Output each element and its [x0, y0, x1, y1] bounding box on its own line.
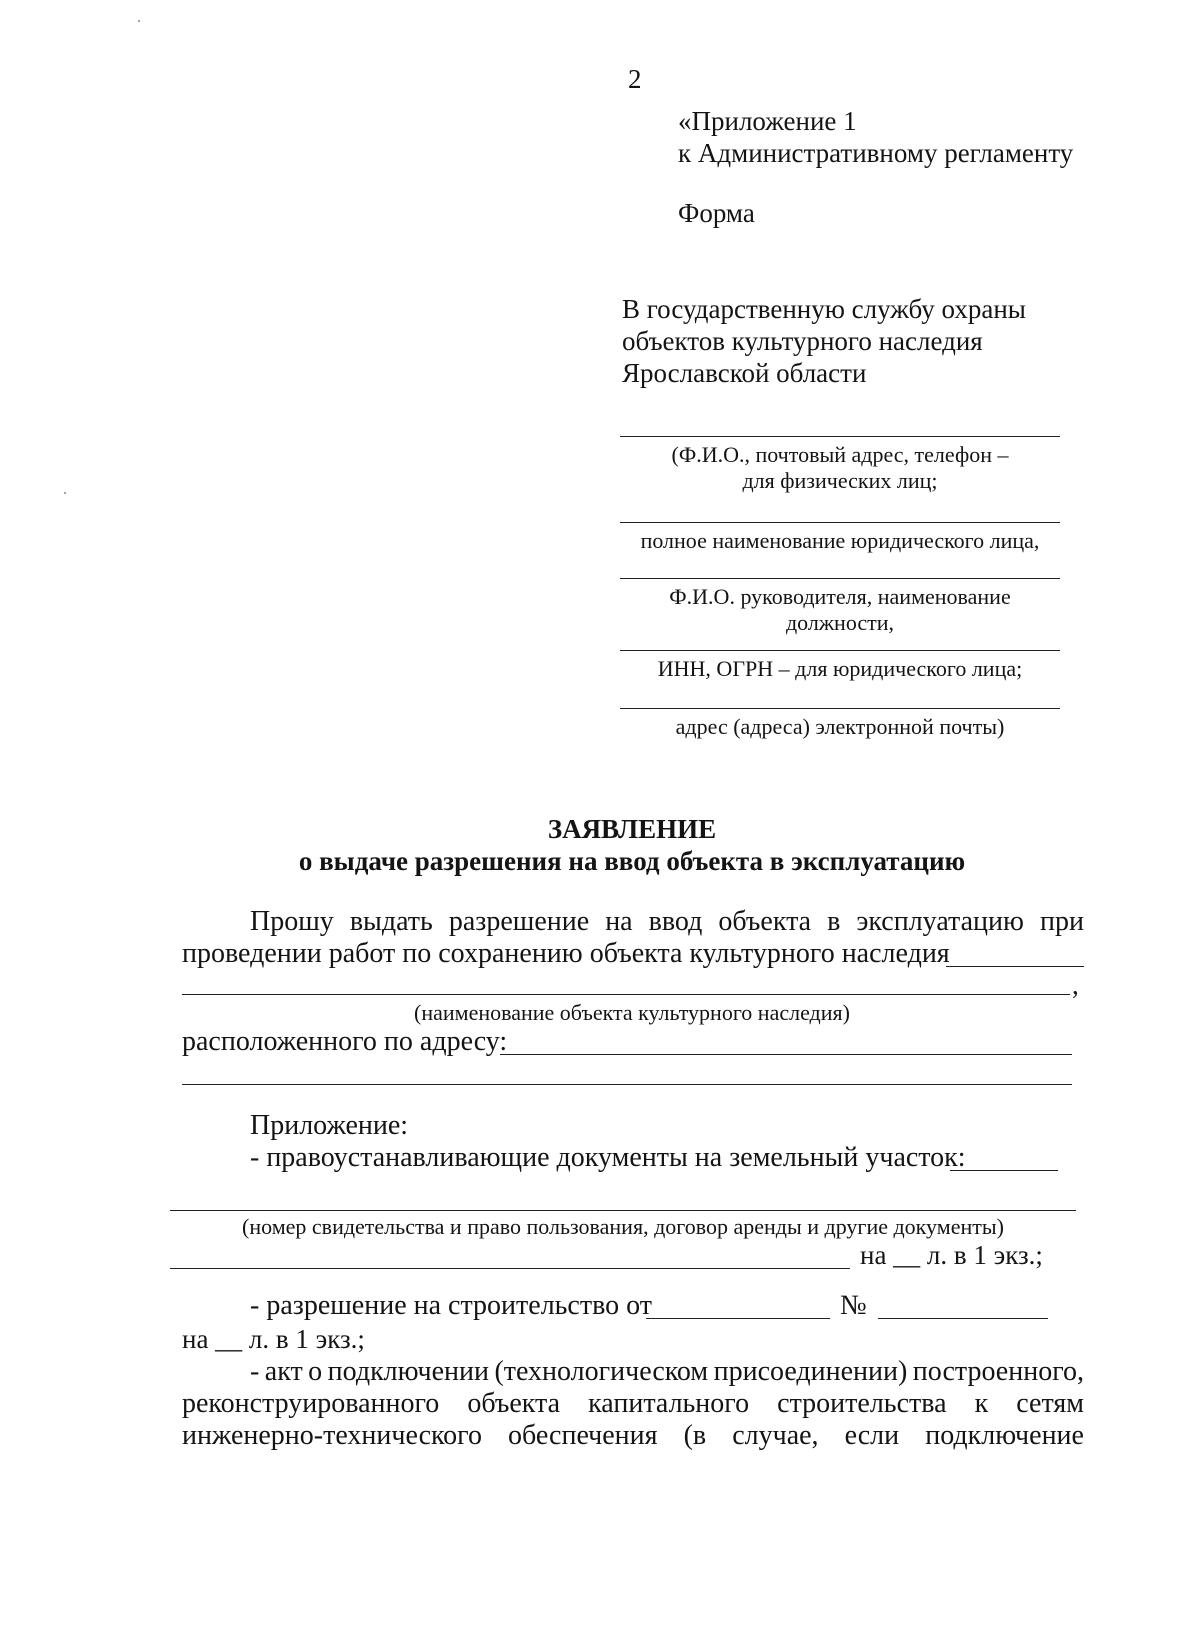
addressee-line-2: объектов культурного наследия: [622, 326, 983, 356]
applicant-caption-5: адрес (адреса) электронной почты): [675, 714, 1005, 739]
word: о: [308, 1356, 323, 1387]
word: -: [250, 1356, 260, 1387]
scan-speck: [138, 20, 140, 22]
object-name-blank-line: [182, 994, 1070, 995]
applicant-caption-3a: Ф.И.О. руководителя, наименование: [669, 584, 1011, 609]
item1-sheets: на __ л. в 1 экз.;: [860, 1240, 1043, 1270]
applicant-caption-4: ИНН, ОГРН – для юридического лица;: [657, 656, 1023, 681]
item3-line-2: [182, 1388, 1084, 1420]
object-name-blank-start: [946, 966, 1084, 967]
item1-blank-start: [950, 1170, 1058, 1171]
document-subtitle: о выдаче разрешения на ввод объекта в эксплуатацию: [298, 846, 966, 876]
applicant-blank-line-1: [620, 436, 1060, 437]
word: (в: [683, 1420, 707, 1451]
item2-number-blank: [878, 1318, 1048, 1319]
applicant-blank-line-3: [620, 578, 1060, 579]
word: акт: [264, 1356, 303, 1387]
address-blank-line-2: [182, 1084, 1072, 1085]
applicant-caption-1a: (Ф.И.О., почтовый адрес, телефон –: [671, 442, 1009, 467]
address-label: расположенного по адресу:: [182, 1026, 508, 1057]
item2-text: - разрешение на строительство от: [250, 1290, 652, 1321]
word: реконструированного: [182, 1388, 440, 1419]
word: построенного,: [912, 1356, 1084, 1387]
word: Прошу: [250, 906, 334, 937]
form-label: Форма: [678, 198, 755, 228]
word: подключение: [925, 1420, 1084, 1451]
request-line-1: [250, 906, 1084, 938]
item1-caption: (номер свидетельства и право пользования, договор аренды и другие документы): [242, 1214, 1004, 1239]
word: подключении: [327, 1356, 489, 1387]
word: при: [1039, 906, 1084, 937]
word: к: [974, 1388, 989, 1419]
word: случае,: [732, 1420, 819, 1451]
request-line-2: проведении работ по сохранению объекта культурного наследия: [182, 938, 950, 969]
word: разрешение: [448, 906, 590, 937]
item2-sheets: на __ л. в 1 экз.;: [182, 1324, 365, 1354]
item1-text: - правоустанавливающие документы на земельный участок:: [250, 1142, 966, 1173]
item3-line-1: [250, 1356, 1084, 1388]
addressee-line-1: В государственную службу охраны: [622, 294, 1026, 324]
item1-blank-line-2: [170, 1268, 850, 1269]
word: ввод: [648, 906, 703, 937]
word: (технологическом: [494, 1356, 709, 1387]
word: эксплуатацию: [856, 906, 1024, 937]
applicant-caption-2: полное наименование юридического лица,: [640, 528, 1040, 553]
word: строительства: [777, 1388, 947, 1419]
address-blank-line-1: [500, 1054, 1072, 1055]
applicant-blank-line-2: [620, 522, 1060, 523]
word: обеспечения: [508, 1420, 658, 1451]
word: сетям: [1016, 1388, 1084, 1419]
item3-line-3: [182, 1420, 1084, 1452]
addressee-line-3: Ярославской области: [622, 358, 867, 388]
applicant-caption-1b: для физических лиц;: [742, 468, 938, 493]
item2-number-sign: №: [840, 1290, 867, 1321]
word: если: [844, 1420, 900, 1451]
word: объекта: [467, 1388, 561, 1419]
word: инженерно-технического: [182, 1420, 482, 1451]
applicant-blank-line-5: [620, 708, 1060, 709]
object-name-comma: ,: [1072, 970, 1079, 1000]
object-name-caption: (наименование объекта культурного наследия): [414, 1000, 850, 1025]
item2-date-blank: [646, 1318, 830, 1319]
word: выдать: [349, 906, 433, 937]
word: присоединении): [713, 1356, 908, 1387]
appendix-label: Приложение:: [250, 1110, 409, 1141]
word: объекта: [718, 906, 812, 937]
item1-blank-line: [170, 1210, 1076, 1211]
scan-speck: [64, 492, 66, 494]
applicant-blank-line-4: [620, 650, 1060, 651]
page-number: 2: [628, 64, 642, 94]
document-title: ЗАЯВЛЕНИЕ: [547, 814, 717, 844]
applicant-caption-3b: должности,: [785, 610, 895, 635]
word: на: [605, 906, 633, 937]
word: капитального: [588, 1388, 750, 1419]
word: в: [827, 906, 841, 937]
appendix-line-2: к Административному регламенту: [678, 138, 1074, 168]
appendix-line-1: «Приложение 1: [678, 106, 857, 136]
